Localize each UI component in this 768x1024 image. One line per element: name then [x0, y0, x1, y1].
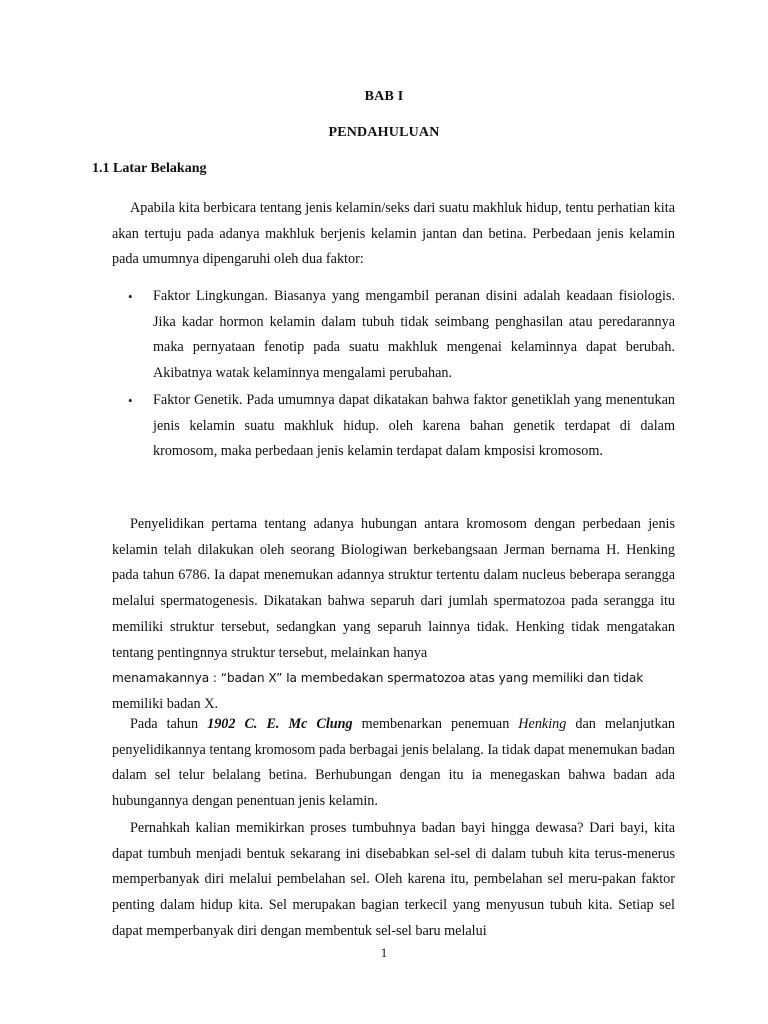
factor-list — [128, 284, 675, 465]
factor-text: Faktor Lingkungan. Biasanya yang mengambil peranan disini adalah keadaan fisiologis. Jika kadar hormon kelamin dalam tubuh tidak seimbang penghasilan atau peredarannya maka pernyataan fenotip pada suatu makhluk mengenai kelaminnya dapat berubah. Akibatnya watak kelaminnya mengalami perubahan. — [153, 288, 675, 382]
factor-item-environment — [128, 284, 675, 387]
factor-text: Faktor Genetik. Pada umumnya dapat dikatakan bahwa faktor genetiklah yang menentukan jenis kelamin suatu makhluk hidup. oleh karena bahan genetik terdapat di dalam kromosom, maka perbedaan jenis kelamin terdapat dalam kmposisi kromosom. — [153, 391, 675, 460]
bullet-icon: • — [128, 392, 133, 408]
mcclung-mid: membenarkan penemuan — [352, 716, 519, 732]
intro-paragraph: Apabila kita berbicara tentang jenis kelamin/seks dari suatu makhluk hidup, tentu perhatian kita akan tertuju pada adanya makhluk berjenis kelamin jantan dan betina. Perbedaan jenis kelamin pada umumnya dipengaruhi oleh dua faktor: — [112, 200, 675, 268]
factor-item-genetic — [128, 388, 675, 465]
mcclung-name: 1902 C. E. Mc Clung — [207, 716, 353, 732]
growth-paragraph: Pernahkah kalian memikirkan proses tumbuhnya badan bayi hingga dewasa? Dari bayi, kita dapat tumbuh menjadi bentuk sekarang ini disebabkan sel-sel di dalam tubuh kita terus-menerus memperbanyak diri melalui pembelahan sel. Oleh karena itu, pembelahan sel meru-pakan faktor penting dalam hidup kita. Sel merupakan bagian terkecil yang menyusun tubuh kita. Setiap sel dapat memperbanyak diri dengan membentuk sel-sel baru melalui — [112, 820, 675, 939]
chapter-title: PENDAHULUAN — [328, 125, 440, 140]
page-number: 1 — [380, 945, 388, 960]
bullet-icon: • — [128, 289, 133, 304]
henking-name: Henking — [518, 716, 567, 732]
chapter-heading: BAB I — [364, 89, 404, 104]
section-heading: 1.1 Latar Belakang — [92, 161, 207, 176]
research-paragraph — [112, 512, 675, 718]
research-text-badan-x: menamakannya : “badan X” Ia membedakan spermatozoa atas yang memiliki dan tidak — [112, 671, 644, 686]
mcclung-paragraph — [112, 712, 675, 815]
mcclung-rest: dan melanjutkan penyelidikannya tentang kromosom pada berbagai jenis belalang. Ia tidak dapat menemukan badan dalam sel telur belalang betina. Berhubungan dengan itu ia menegaskan bahwa badan ada hubungannya dengan penentuan jenis kelamin. — [112, 716, 675, 810]
research-text-end: memiliki badan X. — [112, 695, 218, 712]
research-text-main: Penyelidikan pertama tentang adanya hubungan antara kromosom dengan perbedaan jenis kelamin telah dilakukan oleh seorang Biologiwan berkebangsaan Jerman bernama H. Henking pada tahun 6786. Ia dapat menemukan adannya struktur tertentu dalam nucleus beberapa serangga melalui spermatogenesis. Dikatakan bahwa separuh dari jumlah spermatozoa pada serangga itu memiliki struktur tersebut, sedangkan yang separuh lainnya tidak. Henking tidak mengatakan tentang pentingnnya struktur tersebut, melainkan hanya — [112, 516, 675, 661]
mcclung-prefix: Pada tahun — [130, 716, 208, 732]
